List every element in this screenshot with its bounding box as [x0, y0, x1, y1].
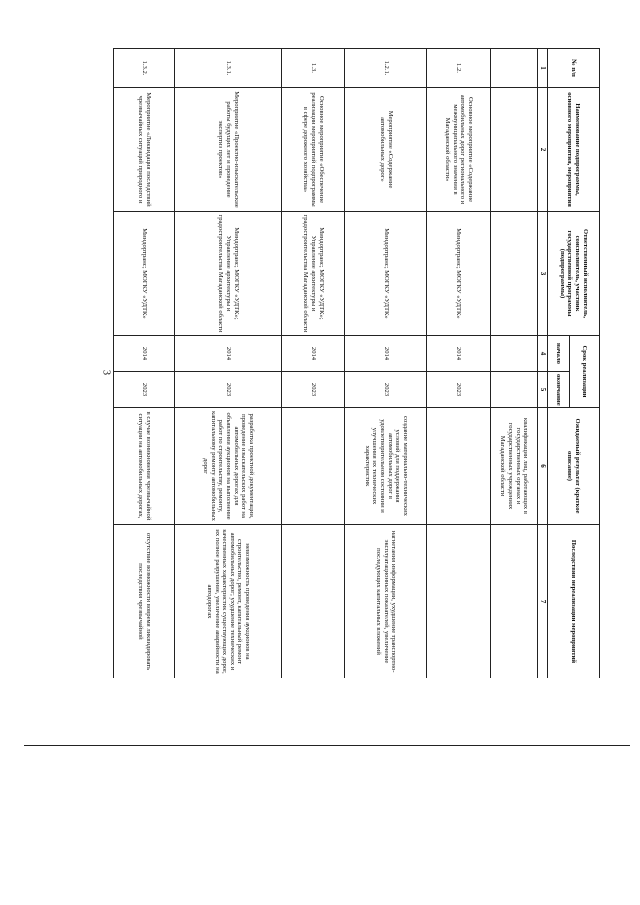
cell-end: 2023 — [114, 372, 176, 408]
cell-consequences: нагнетания информации, ухудшение транспортно-эксплуатационных показателей, увеличение последующих капитальных вложений — [345, 525, 427, 679]
page-number: 3 — [100, 370, 112, 375]
cell-name: Мероприятие «Проектно-изыскательские работы будущих лет и проведение экспертиз проектов» — [175, 88, 282, 212]
table-row — [345, 49, 427, 679]
table-row — [282, 49, 345, 679]
cell-num: 1.3. — [282, 49, 345, 88]
cell-executor: Миндортранс; МОГКУ «УДТК»; Управление архитектуры и градостроительства Магаданской области — [175, 212, 282, 336]
cell-num: 1.3.2. — [114, 49, 176, 88]
table-row — [175, 49, 282, 679]
cell-num: 1.2.1. — [345, 49, 427, 88]
measures-table — [113, 48, 600, 678]
column-number: 6 — [538, 408, 548, 525]
header-start: начало — [548, 336, 570, 372]
cell-executor: Миндортранс; МОГКУ «УДТК»; Управление архитектуры и градостроительства Магаданской области — [282, 212, 345, 336]
cell-name — [490, 88, 537, 212]
cell-end: 2023 — [175, 372, 282, 408]
column-number: 1 — [538, 49, 548, 88]
cell-start — [490, 336, 537, 372]
cell-name: Основное мероприятие «Содержание автомобильных дорог регионального и межмуниципального значения в Магаданской области» — [427, 88, 490, 212]
cell-start: 2014 — [114, 336, 176, 372]
cell-num: 1.2. — [427, 49, 490, 88]
cell-end: 2023 — [427, 372, 490, 408]
cell-name: Мероприятие «Ликвидация последствий чрезвычайных ситуаций природного и — [114, 88, 176, 212]
table-row — [427, 49, 490, 679]
table-row — [114, 49, 176, 679]
cell-start: 2014 — [282, 336, 345, 372]
header-result: Ожидаемый результат (краткое описание) — [548, 408, 600, 525]
page-divider — [24, 745, 630, 746]
cell-consequences — [490, 525, 537, 679]
cell-start: 2014 — [175, 336, 282, 372]
header-num: № п/п — [548, 49, 600, 88]
column-number: 4 — [538, 336, 548, 372]
column-number-row — [538, 49, 548, 679]
cell-num — [490, 49, 537, 88]
header-term: Срок реализации — [570, 336, 600, 408]
cell-result: создание материально-технических условий для поддержания автомобильных дорог в удовлетворительном состоянии и улучшения их технических характеристик — [345, 408, 427, 525]
cell-consequences — [282, 525, 345, 679]
table-row — [490, 49, 537, 679]
cell-end — [490, 372, 537, 408]
cell-executor: Миндортранс; МОГКУ «УДТК» — [427, 212, 490, 336]
column-number: 2 — [538, 88, 548, 212]
column-number: 3 — [538, 212, 548, 336]
column-number: 7 — [538, 525, 548, 679]
cell-executor: Миндортранс; МОГКУ «УДТК» — [345, 212, 427, 336]
cell-result: квалификации лиц, работающих в государственных органах и государственных учреждениях Магаданской области — [490, 408, 537, 525]
cell-result — [427, 408, 490, 525]
cell-result: в случае возникновения чрезвычайной ситуации на автомобильных дорогах, — [114, 408, 176, 525]
header-executor: Ответственный исполнитель, соисполнитель, участник государственной программы (подпрограммы) — [548, 212, 600, 336]
cell-result: разработка проектной документации, проведение изыскательских работ на автомобильных дорогах для объявления аукционов на выполнение работ по строительству, ремонту, капитальному ремонту автомобильных дорог — [175, 408, 282, 525]
cell-consequences — [427, 525, 490, 679]
cell-num: 1.3.1. — [175, 49, 282, 88]
cell-consequences: невозможность проведения аукционов на строительство, ремонт, капитальный ремонт автомобильных дорог; ухудшение технических и качественных характеристик существующих дорог, их полное разрушение, увеличение аварийности на автодорогах — [175, 525, 282, 679]
column-number: 5 — [538, 372, 548, 408]
cell-consequences: отсутствие возможности вовремя ликвидировать последствия чрезвычайной — [114, 525, 176, 679]
cell-end: 2023 — [282, 372, 345, 408]
header-consequences: Последствия нереализации мероприятий — [548, 525, 600, 679]
cell-result — [282, 408, 345, 525]
cell-start: 2014 — [427, 336, 490, 372]
cell-executor — [490, 212, 537, 336]
cell-name: Основное мероприятие «Обеспечение реализации мероприятий подпрограммы в сфере дорожного хозяйства» — [282, 88, 345, 212]
header-row — [570, 49, 600, 679]
cell-end: 2023 — [345, 372, 427, 408]
cell-name: Мероприятие «Содержание автомобильных дорог» — [345, 88, 427, 212]
header-end: окончание — [548, 372, 570, 408]
rotated-table-area — [113, 48, 600, 678]
header-name: Наименование подпрограммы, основного мероприятия, мероприятия — [548, 88, 600, 212]
cell-start: 2014 — [345, 336, 427, 372]
cell-executor: Миндортранс; МОГКУ «УДТК» — [114, 212, 176, 336]
